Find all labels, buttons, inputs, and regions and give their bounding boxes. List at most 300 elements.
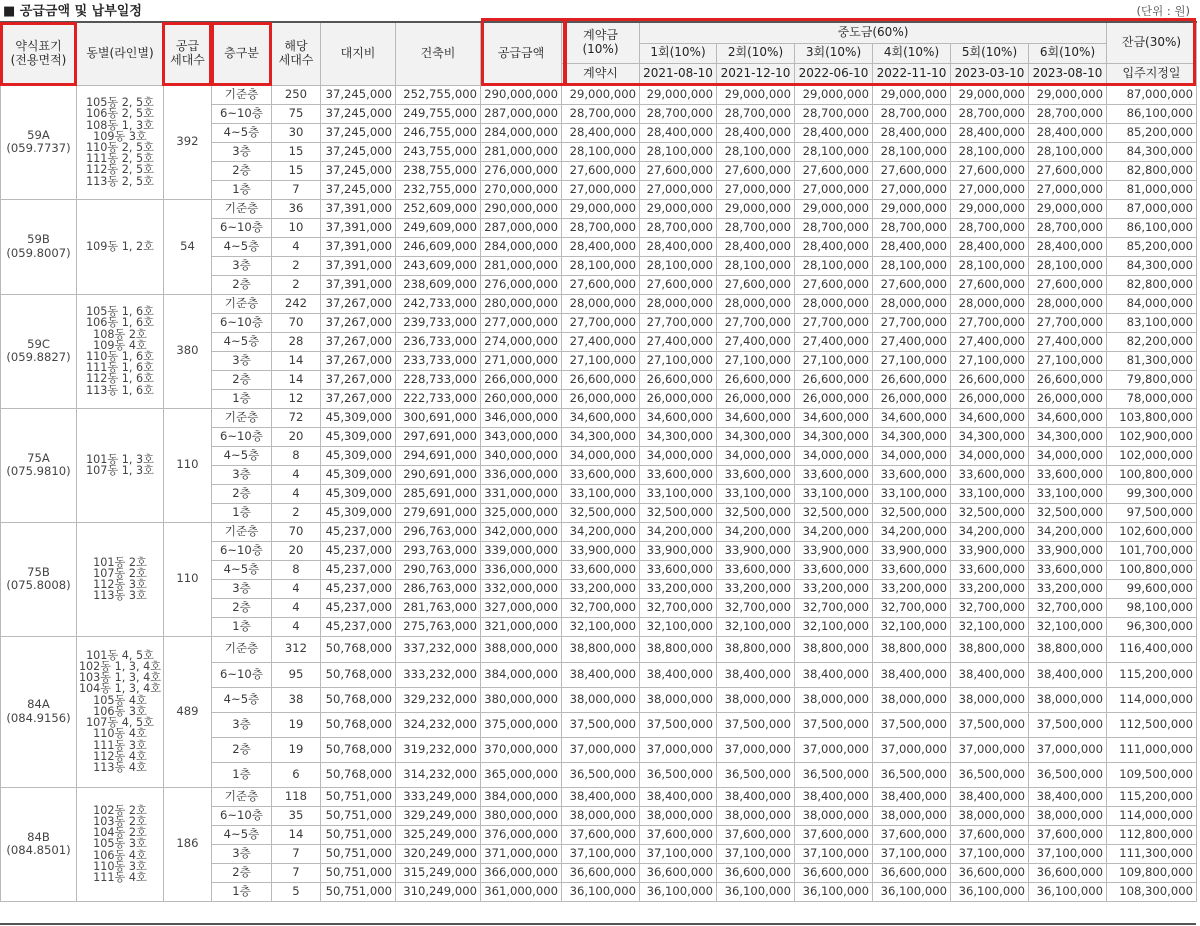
installment-6-cell: 33,600,000 (1029, 560, 1107, 579)
deposit-cell: 28,100,000 (562, 142, 640, 161)
floor-cell: 2층 (212, 370, 272, 389)
installment-5-cell: 29,000,000 (951, 85, 1029, 104)
dong-cell (77, 294, 164, 408)
installment-3-cell: 26,600,000 (795, 370, 873, 389)
header-balance-when: 입주지정일 (1107, 63, 1197, 85)
building-cost-cell: 333,249,000 (396, 787, 481, 806)
installment-5-cell: 37,600,000 (951, 825, 1029, 844)
building-cost-cell: 249,755,000 (396, 104, 481, 123)
header-installment-3-date: 2022-06-10 (795, 63, 873, 85)
installment-6-cell: 28,100,000 (1029, 256, 1107, 275)
installment-2-cell: 27,600,000 (717, 161, 795, 180)
floor-cell: 4~5층 (212, 237, 272, 256)
installment-2-cell: 34,600,000 (717, 408, 795, 427)
installment-4-cell: 38,000,000 (873, 806, 951, 825)
supply-price-cell: 274,000,000 (481, 332, 562, 351)
deposit-cell: 34,000,000 (562, 446, 640, 465)
installment-1-cell: 27,400,000 (640, 332, 717, 351)
supply-price-cell: 340,000,000 (481, 446, 562, 465)
balance-cell: 100,800,000 (1107, 560, 1197, 579)
installment-5-cell: 28,700,000 (951, 218, 1029, 237)
installment-5-cell: 27,600,000 (951, 275, 1029, 294)
balance-cell: 84,300,000 (1107, 256, 1197, 275)
land-cost-cell: 45,237,000 (321, 598, 396, 617)
installment-4-cell: 32,100,000 (873, 617, 951, 636)
floor-cell: 3층 (212, 844, 272, 863)
units-cell: 7 (272, 863, 321, 882)
installment-4-cell: 37,100,000 (873, 844, 951, 863)
supply-units-cell (164, 408, 212, 522)
type-cell-text: 59C (059.8827) (6, 336, 71, 364)
units-cell: 7 (272, 844, 321, 863)
installment-1-cell: 28,700,000 (640, 104, 717, 123)
deposit-cell: 28,400,000 (562, 237, 640, 256)
installment-2-cell: 34,300,000 (717, 427, 795, 446)
installment-1-cell: 33,200,000 (640, 579, 717, 598)
land-cost-cell: 45,237,000 (321, 541, 396, 560)
floor-cell: 2층 (212, 863, 272, 882)
installment-6-cell: 38,000,000 (1029, 806, 1107, 825)
building-cost-cell: 232,755,000 (396, 180, 481, 199)
units-cell: 250 (272, 85, 321, 104)
installment-3-cell: 27,400,000 (795, 332, 873, 351)
units-cell: 5 (272, 882, 321, 901)
units-cell: 75 (272, 104, 321, 123)
installment-5-cell: 38,400,000 (951, 787, 1029, 806)
unit-label: (단위 : 원) (1136, 4, 1190, 18)
installment-4-cell: 33,200,000 (873, 579, 951, 598)
installment-1-cell: 26,600,000 (640, 370, 717, 389)
balance-cell: 109,800,000 (1107, 863, 1197, 882)
building-cost-cell: 319,232,000 (396, 737, 481, 762)
balance-cell: 84,300,000 (1107, 142, 1197, 161)
units-cell: 4 (272, 484, 321, 503)
installment-4-cell: 38,000,000 (873, 687, 951, 712)
installment-2-cell: 33,900,000 (717, 541, 795, 560)
installment-6-cell: 38,400,000 (1029, 787, 1107, 806)
floor-cell: 6~10층 (212, 104, 272, 123)
installment-3-cell: 27,600,000 (795, 161, 873, 180)
land-cost-cell: 37,245,000 (321, 180, 396, 199)
balance-cell: 81,300,000 (1107, 351, 1197, 370)
floor-cell: 2층 (212, 161, 272, 180)
header-units-text: 해당 세대수 (278, 38, 314, 67)
balance-cell: 103,800,000 (1107, 408, 1197, 427)
header-installment-2: 2회(10%) (717, 43, 795, 63)
installment-5-cell: 34,200,000 (951, 522, 1029, 541)
installment-5-cell: 36,100,000 (951, 882, 1029, 901)
land-cost-cell: 45,237,000 (321, 522, 396, 541)
building-cost-cell: 297,691,000 (396, 427, 481, 446)
land-cost-cell: 37,391,000 (321, 199, 396, 218)
balance-cell: 83,100,000 (1107, 313, 1197, 332)
floor-cell: 기준층 (212, 85, 272, 104)
installment-3-cell: 33,100,000 (795, 484, 873, 503)
installment-6-cell: 32,500,000 (1029, 503, 1107, 522)
installment-2-cell: 29,000,000 (717, 199, 795, 218)
supply-price-cell: 375,000,000 (481, 712, 562, 737)
supply-price-cell: 325,000,000 (481, 503, 562, 522)
units-cell: 38 (272, 687, 321, 712)
deposit-cell: 33,100,000 (562, 484, 640, 503)
installment-4-cell: 28,400,000 (873, 237, 951, 256)
deposit-cell: 33,600,000 (562, 465, 640, 484)
units-cell: 10 (272, 218, 321, 237)
header-supply-units (164, 22, 212, 85)
installment-6-cell: 26,000,000 (1029, 389, 1107, 408)
installment-5-cell: 36,600,000 (951, 863, 1029, 882)
balance-cell: 112,800,000 (1107, 825, 1197, 844)
deposit-cell: 38,000,000 (562, 806, 640, 825)
floor-cell: 6~10층 (212, 662, 272, 687)
installment-1-cell: 33,100,000 (640, 484, 717, 503)
deposit-cell: 27,400,000 (562, 332, 640, 351)
supply-units-cell-text: 380 (176, 343, 199, 358)
installment-4-cell: 38,400,000 (873, 787, 951, 806)
building-cost-cell: 279,691,000 (396, 503, 481, 522)
units-cell: 12 (272, 389, 321, 408)
installment-1-cell: 27,700,000 (640, 313, 717, 332)
installment-5-cell: 38,000,000 (951, 687, 1029, 712)
supply-price-cell: 280,000,000 (481, 294, 562, 313)
header-supply-units-text: 공급 세대수 (170, 38, 205, 67)
installment-3-cell: 36,100,000 (795, 882, 873, 901)
supply-units-cell-text: 110 (176, 457, 199, 472)
installment-3-cell: 33,600,000 (795, 465, 873, 484)
type-cell (1, 787, 77, 901)
installment-4-cell: 28,100,000 (873, 256, 951, 275)
floor-cell: 3층 (212, 351, 272, 370)
floor-cell: 6~10층 (212, 427, 272, 446)
balance-cell: 97,500,000 (1107, 503, 1197, 522)
land-cost-cell: 45,237,000 (321, 579, 396, 598)
units-cell: 20 (272, 427, 321, 446)
type-cell (1, 294, 77, 408)
units-cell: 28 (272, 332, 321, 351)
installment-1-cell: 27,000,000 (640, 180, 717, 199)
installment-5-cell: 33,600,000 (951, 465, 1029, 484)
supply-price-cell: 388,000,000 (481, 636, 562, 662)
land-cost-cell: 50,751,000 (321, 787, 396, 806)
land-cost-cell: 37,391,000 (321, 256, 396, 275)
installment-3-cell: 36,600,000 (795, 863, 873, 882)
type-cell-text: 84B (084.8501) (6, 829, 71, 857)
installment-1-cell: 34,300,000 (640, 427, 717, 446)
installment-6-cell: 33,900,000 (1029, 541, 1107, 560)
installment-3-cell: 27,600,000 (795, 275, 873, 294)
dong-cell (77, 636, 164, 787)
installment-4-cell: 28,400,000 (873, 123, 951, 142)
type-cell (1, 408, 77, 522)
header-installment-3: 3회(10%) (795, 43, 873, 63)
installment-2-cell: 28,000,000 (717, 294, 795, 313)
installment-5-cell: 27,700,000 (951, 313, 1029, 332)
floor-cell: 3층 (212, 579, 272, 598)
building-cost-cell: 333,232,000 (396, 662, 481, 687)
installment-4-cell: 33,900,000 (873, 541, 951, 560)
deposit-cell: 27,700,000 (562, 313, 640, 332)
building-cost-cell: 329,249,000 (396, 806, 481, 825)
installment-4-cell: 38,800,000 (873, 636, 951, 662)
balance-cell: 115,200,000 (1107, 787, 1197, 806)
deposit-cell: 33,600,000 (562, 560, 640, 579)
installment-4-cell: 37,500,000 (873, 712, 951, 737)
header-supply-price: 공급금액 (481, 22, 562, 85)
installment-6-cell: 36,600,000 (1029, 863, 1107, 882)
installment-5-cell: 32,700,000 (951, 598, 1029, 617)
installment-4-cell: 28,100,000 (873, 142, 951, 161)
land-cost-cell: 50,768,000 (321, 636, 396, 662)
header-installment-5-date: 2023-03-10 (951, 63, 1029, 85)
table-row (1, 199, 1197, 218)
balance-cell: 102,900,000 (1107, 427, 1197, 446)
header-type (1, 22, 77, 85)
installment-4-cell: 34,000,000 (873, 446, 951, 465)
dong-cell (77, 522, 164, 636)
installment-5-cell: 37,500,000 (951, 712, 1029, 737)
supply-price-cell: 290,000,000 (481, 85, 562, 104)
deposit-cell: 36,100,000 (562, 882, 640, 901)
balance-cell: 79,800,000 (1107, 370, 1197, 389)
installment-3-cell: 37,600,000 (795, 825, 873, 844)
installment-1-cell: 26,000,000 (640, 389, 717, 408)
installment-6-cell: 29,000,000 (1029, 85, 1107, 104)
installment-6-cell: 37,500,000 (1029, 712, 1107, 737)
installment-4-cell: 27,600,000 (873, 275, 951, 294)
supply-price-cell: 321,000,000 (481, 617, 562, 636)
dong-cell (77, 85, 164, 199)
building-cost-cell: 337,232,000 (396, 636, 481, 662)
installment-2-cell: 38,400,000 (717, 662, 795, 687)
building-cost-cell: 228,733,000 (396, 370, 481, 389)
balance-cell: 82,800,000 (1107, 161, 1197, 180)
land-cost-cell: 37,267,000 (321, 313, 396, 332)
dong-cell (77, 787, 164, 901)
header-installment-1-date: 2021-08-10 (640, 63, 717, 85)
installment-5-cell: 36,500,000 (951, 762, 1029, 787)
header-land-cost: 대지비 (321, 22, 396, 85)
installment-1-cell: 28,700,000 (640, 218, 717, 237)
units-cell: 19 (272, 737, 321, 762)
land-cost-cell: 37,267,000 (321, 351, 396, 370)
deposit-cell: 37,000,000 (562, 737, 640, 762)
balance-cell: 87,000,000 (1107, 199, 1197, 218)
supply-units-cell (164, 294, 212, 408)
supply-price-table (0, 21, 1197, 902)
dong-cell-text: 101동 1, 3호 107동 1, 3호 (86, 452, 154, 477)
header-installment-6-date: 2023-08-10 (1029, 63, 1107, 85)
installment-2-cell: 37,500,000 (717, 712, 795, 737)
building-cost-cell: 290,691,000 (396, 465, 481, 484)
floor-cell: 2층 (212, 484, 272, 503)
building-cost-cell: 233,733,000 (396, 351, 481, 370)
floor-cell: 3층 (212, 712, 272, 737)
document-title: ■ 공급금액 및 납부일정 (3, 4, 142, 19)
installment-5-cell: 34,000,000 (951, 446, 1029, 465)
installment-1-cell: 38,000,000 (640, 806, 717, 825)
balance-cell: 109,500,000 (1107, 762, 1197, 787)
installment-5-cell: 34,300,000 (951, 427, 1029, 446)
supply-price-cell: 346,000,000 (481, 408, 562, 427)
land-cost-cell: 37,391,000 (321, 275, 396, 294)
supply-units-cell-text: 489 (176, 703, 199, 718)
installment-2-cell: 28,700,000 (717, 218, 795, 237)
supply-price-cell: 276,000,000 (481, 275, 562, 294)
installment-4-cell: 28,700,000 (873, 218, 951, 237)
land-cost-cell: 37,245,000 (321, 104, 396, 123)
installment-4-cell: 28,700,000 (873, 104, 951, 123)
units-cell: 7 (272, 180, 321, 199)
installment-2-cell: 28,400,000 (717, 123, 795, 142)
building-cost-cell: 243,755,000 (396, 142, 481, 161)
installment-1-cell: 38,400,000 (640, 787, 717, 806)
installment-4-cell: 27,600,000 (873, 161, 951, 180)
installment-1-cell: 32,500,000 (640, 503, 717, 522)
installment-4-cell: 27,000,000 (873, 180, 951, 199)
installment-6-cell: 33,200,000 (1029, 579, 1107, 598)
installment-5-cell: 33,100,000 (951, 484, 1029, 503)
floor-cell: 1층 (212, 180, 272, 199)
supply-price-cell: 336,000,000 (481, 465, 562, 484)
installment-6-cell: 38,800,000 (1029, 636, 1107, 662)
units-cell: 14 (272, 370, 321, 389)
supply-price-cell: 284,000,000 (481, 123, 562, 142)
deposit-cell: 36,500,000 (562, 762, 640, 787)
type-cell-text: 59B (059.8007) (6, 232, 71, 260)
supply-price-cell: 371,000,000 (481, 844, 562, 863)
installment-2-cell: 33,200,000 (717, 579, 795, 598)
installment-4-cell: 37,600,000 (873, 825, 951, 844)
type-cell-text: 84A (084.9156) (6, 697, 71, 725)
land-cost-cell: 37,245,000 (321, 85, 396, 104)
installment-3-cell: 27,000,000 (795, 180, 873, 199)
floor-cell: 6~10층 (212, 806, 272, 825)
units-cell: 30 (272, 123, 321, 142)
supply-price-cell: 270,000,000 (481, 180, 562, 199)
installment-1-cell: 27,100,000 (640, 351, 717, 370)
table-row (1, 85, 1197, 104)
balance-cell: 101,700,000 (1107, 541, 1197, 560)
installment-1-cell: 27,600,000 (640, 275, 717, 294)
installment-2-cell: 32,700,000 (717, 598, 795, 617)
installment-5-cell: 33,200,000 (951, 579, 1029, 598)
deposit-cell: 33,200,000 (562, 579, 640, 598)
installment-5-cell: 28,700,000 (951, 104, 1029, 123)
supply-price-cell: 370,000,000 (481, 737, 562, 762)
floor-cell: 1층 (212, 617, 272, 636)
floor-cell: 기준층 (212, 787, 272, 806)
installment-3-cell: 29,000,000 (795, 199, 873, 218)
supply-price-cell: 332,000,000 (481, 579, 562, 598)
installment-3-cell: 34,300,000 (795, 427, 873, 446)
installment-1-cell: 38,000,000 (640, 687, 717, 712)
installment-3-cell: 32,100,000 (795, 617, 873, 636)
deposit-cell: 37,600,000 (562, 825, 640, 844)
building-cost-cell: 222,733,000 (396, 389, 481, 408)
installment-6-cell: 28,400,000 (1029, 123, 1107, 142)
installment-5-cell: 37,000,000 (951, 737, 1029, 762)
floor-cell: 4~5층 (212, 687, 272, 712)
supply-price-cell: 343,000,000 (481, 427, 562, 446)
supply-units-cell (164, 787, 212, 901)
installment-3-cell: 33,900,000 (795, 541, 873, 560)
header-deposit-when: 계약시 (562, 63, 640, 85)
installment-3-cell: 28,000,000 (795, 294, 873, 313)
installment-5-cell: 38,000,000 (951, 806, 1029, 825)
floor-cell: 6~10층 (212, 313, 272, 332)
deposit-cell: 32,100,000 (562, 617, 640, 636)
building-cost-cell: 246,755,000 (396, 123, 481, 142)
installment-2-cell: 27,700,000 (717, 313, 795, 332)
installment-6-cell: 37,600,000 (1029, 825, 1107, 844)
supply-price-cell: 266,000,000 (481, 370, 562, 389)
land-cost-cell: 37,391,000 (321, 237, 396, 256)
deposit-cell: 29,000,000 (562, 85, 640, 104)
table-row (1, 636, 1197, 662)
installment-4-cell: 34,600,000 (873, 408, 951, 427)
installment-3-cell: 28,100,000 (795, 256, 873, 275)
land-cost-cell: 37,245,000 (321, 142, 396, 161)
installment-3-cell: 27,100,000 (795, 351, 873, 370)
floor-cell: 3층 (212, 465, 272, 484)
building-cost-cell: 249,609,000 (396, 218, 481, 237)
building-cost-cell: 238,755,000 (396, 161, 481, 180)
units-cell: 15 (272, 142, 321, 161)
balance-cell: 96,300,000 (1107, 617, 1197, 636)
table-row (1, 408, 1197, 427)
installment-2-cell: 36,600,000 (717, 863, 795, 882)
land-cost-cell: 45,309,000 (321, 427, 396, 446)
building-cost-cell: 329,232,000 (396, 687, 481, 712)
units-cell: 8 (272, 560, 321, 579)
installment-6-cell: 27,600,000 (1029, 161, 1107, 180)
installment-3-cell: 37,500,000 (795, 712, 873, 737)
balance-cell: 114,000,000 (1107, 806, 1197, 825)
installment-4-cell: 33,600,000 (873, 560, 951, 579)
type-cell (1, 522, 77, 636)
installment-1-cell: 37,600,000 (640, 825, 717, 844)
type-cell-text: 59A (059.7737) (6, 127, 71, 155)
installment-4-cell: 29,000,000 (873, 199, 951, 218)
land-cost-cell: 45,309,000 (321, 446, 396, 465)
type-cell-text: 75A (075.9810) (6, 450, 71, 478)
balance-cell: 102,600,000 (1107, 522, 1197, 541)
balance-cell: 108,300,000 (1107, 882, 1197, 901)
supply-price-cell: 365,000,000 (481, 762, 562, 787)
balance-cell: 81,000,000 (1107, 180, 1197, 199)
deposit-cell: 38,800,000 (562, 636, 640, 662)
installment-3-cell: 27,700,000 (795, 313, 873, 332)
installment-3-cell: 32,500,000 (795, 503, 873, 522)
type-cell (1, 636, 77, 787)
dong-cell (77, 408, 164, 522)
installment-2-cell: 26,000,000 (717, 389, 795, 408)
installment-6-cell: 33,600,000 (1029, 465, 1107, 484)
installment-3-cell: 38,000,000 (795, 687, 873, 712)
deposit-cell: 34,200,000 (562, 522, 640, 541)
balance-cell: 84,000,000 (1107, 294, 1197, 313)
installment-1-cell: 36,500,000 (640, 762, 717, 787)
installment-1-cell: 32,700,000 (640, 598, 717, 617)
installment-6-cell: 38,400,000 (1029, 662, 1107, 687)
installment-5-cell: 33,600,000 (951, 560, 1029, 579)
installment-3-cell: 38,800,000 (795, 636, 873, 662)
balance-cell: 82,800,000 (1107, 275, 1197, 294)
supply-units-cell-text: 54 (180, 238, 195, 253)
header-deposit-text: 계약금 (10%) (582, 27, 619, 56)
land-cost-cell: 50,751,000 (321, 806, 396, 825)
header-units (272, 22, 321, 85)
